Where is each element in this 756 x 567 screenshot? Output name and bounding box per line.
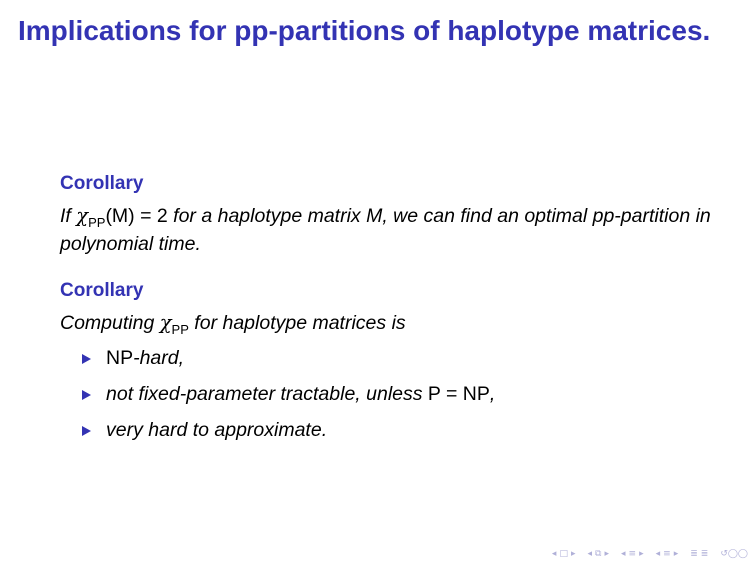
corollary-body [60,202,740,258]
bullet-text: very hard to approximate. [106,419,328,441]
chi-symbol: χ [76,204,89,227]
corollary-text: for a haplotype matrix M, we can find an optimal pp-partition in polynomial time. [60,205,711,255]
frame-icon[interactable]: □ [559,549,568,559]
bullet-triangle-icon [82,390,91,400]
align-left-icon[interactable]: ≣ [690,549,698,559]
lead-rest-text: for haplotype matrices is [188,312,406,334]
corollary-block-1 [60,172,740,258]
chi-argument: (M) = 2 [105,205,168,227]
nav-left-arrow-icon[interactable]: ◂ [621,549,626,559]
nav-right-arrow-icon[interactable]: ▸ [604,549,609,559]
corollary-heading: Corollary [60,173,144,194]
nav-left-arrow-icon[interactable]: ◂ [587,549,593,559]
bullet-text: -hard, [133,347,185,369]
corollary-heading: Corollary [60,280,144,301]
nav-right-arrow-icon[interactable]: ▸ [570,549,576,559]
bullet-text: not fixed-parameter tractable, unless [106,383,428,405]
list-item [60,412,740,448]
nav-right-arrow-icon[interactable]: ▸ [639,549,644,559]
subsection-icon[interactable]: ⧉ [595,549,602,559]
bullet-upright-text: P = NP [427,383,490,405]
nav-left-arrow-icon[interactable]: ◂ [551,549,557,559]
slide-title: Implications for pp-partitions of haplotype matrices. [18,15,711,46]
chi-subscript: PP [88,215,106,230]
if-text: If [60,205,77,227]
bullet-triangle-icon [82,426,91,436]
search-icon[interactable]: ↺◯◯ [720,549,748,559]
section-icon[interactable]: ≡ [663,549,671,559]
chi-subscript: PP [171,322,189,337]
list-item [60,376,740,412]
bullet-upright-text: NP [106,347,134,369]
beamer-navigation-bar [552,547,748,561]
list-item [60,340,740,376]
bullet-list [60,340,740,448]
chi-symbol: χ [159,311,172,334]
section-icon[interactable]: ≡ [628,549,637,559]
corollary-lead [60,309,740,338]
corollary-block-2 [60,279,740,448]
bullet-triangle-icon [82,354,91,364]
align-right-icon[interactable]: ≣ [700,549,709,559]
nav-left-arrow-icon[interactable]: ◂ [655,549,661,559]
nav-right-arrow-icon[interactable]: ▸ [673,549,679,559]
lead-text: Computing [60,312,160,334]
bullet-tail-text: , [489,383,496,405]
